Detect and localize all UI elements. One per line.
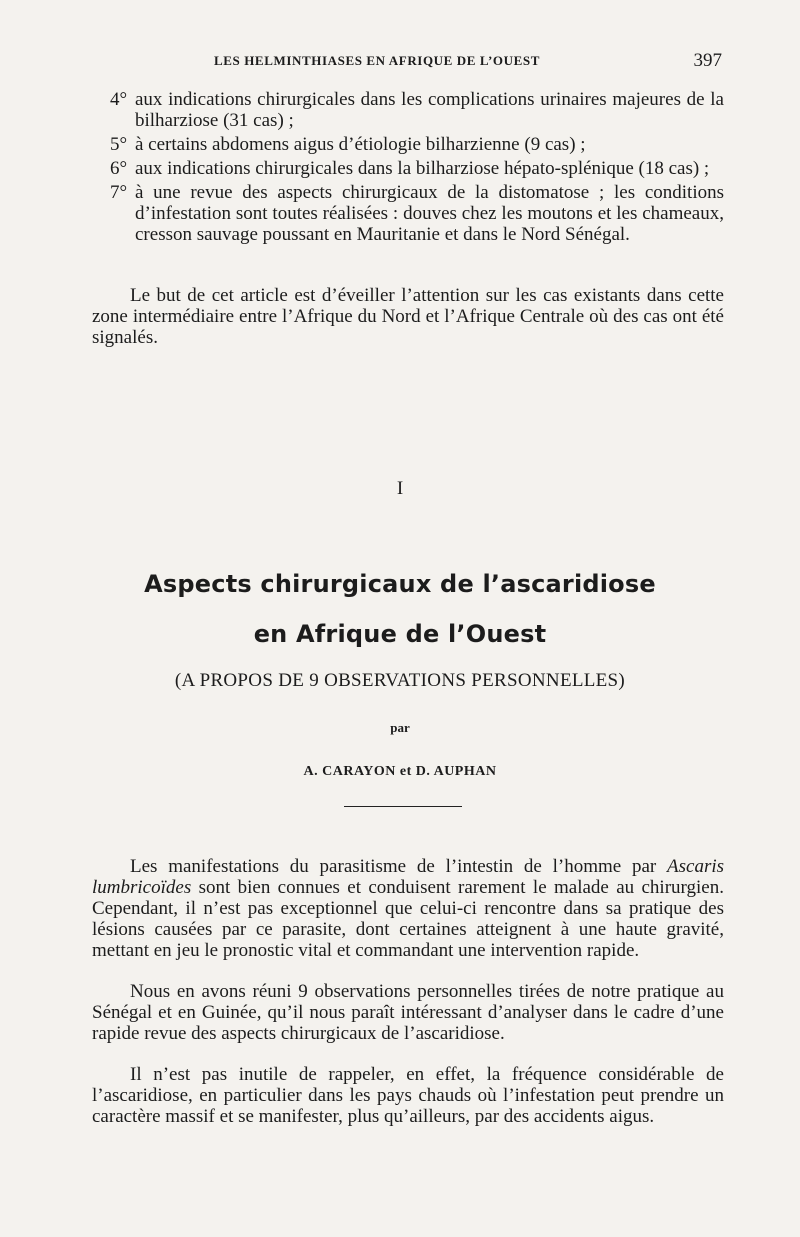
article-title-line2: en Afrique de l’Ouest (253, 620, 547, 648)
list-item-text: aux indications chirurgicales dans les complications urinaires majeures de la bilharziose (31 cas) ; (135, 89, 724, 131)
page-number: 397 (693, 50, 722, 71)
list-item (92, 134, 724, 155)
page-header (92, 50, 722, 74)
body-paragraph-3: Il n’est pas inutile de rappeler, en effet, la fréquence considérable de l’ascaridiose, en particulier dans les pays chauds où l’infestation peut prendre un caractère massif et se manifester, plus qu’ailleurs, par des accidents aigus. (92, 1064, 724, 1127)
list-item-number: 5° (110, 134, 128, 155)
list-item (92, 182, 724, 245)
list-item-text: à une revue des aspects chirurgicaux de la distomatose ; les conditions d’infestation sont toutes réalisées : douves chez les moutons et les chameaux, cresson sauvage poussant en Mauritanie et dans le Nord Sénégal. (135, 182, 724, 245)
list-item-number: 7° (110, 182, 128, 203)
body-paragraph-1-start: Les manifestations du parasitisme de l’intestin de l’homme par (130, 856, 657, 877)
list-item-text: aux indications chirurgicales dans la bilharziose hépato-splénique (18 cas) ; (135, 158, 710, 179)
list-item (92, 89, 724, 131)
body-paragraph-2: Nous en avons réuni 9 observations personnelles tirées de notre pratique au Sénégal et en Guinée, qu’il nous paraît intéressant d’analyser dans le cadre d’une rapide revue des aspects chirurgicaux de l’ascaridiose. (92, 981, 724, 1044)
body-paragraph-1 (92, 856, 724, 961)
numbered-list (92, 89, 724, 245)
body-paragraph-1-end: sont bien connues et conduisent rarement le malade au chirurgien. Cependant, il n’est pas exceptionnel que celui-ci rencontre dans sa pratique des lésions causées par ce parasite, dont certaines atteignent à une haute gravité, mettant en jeu le pronostic vital et commandant une intervention rapide. (92, 877, 724, 961)
list-item (92, 158, 724, 179)
intro-paragraph: Le but de cet article est d’éveiller l’attention sur les cas existants dans cette zone intermédiaire entre l’Afrique du Nord et l’Afrique Centrale où des cas ont été signalés. (92, 285, 724, 348)
running-title: LES HELMINTHIASES EN AFRIQUE DE L’OUEST (214, 53, 540, 68)
byline-par: par (390, 720, 410, 735)
separator-rule (344, 806, 462, 807)
list-item-number: 4° (110, 89, 128, 110)
authors: A. CARAYON et D. AUPHAN (303, 764, 497, 779)
list-item-number: 6° (110, 158, 128, 179)
list-item-text: à certains abdomens aigus d’étiologie bilharzienne (9 cas) ; (135, 134, 586, 155)
article-title-line1: Aspects chirurgicaux de l’ascaridiose (144, 570, 656, 598)
species-name: Ascaris lumbricoïdes (92, 856, 725, 898)
article-subtitle: (A PROPOS DE 9 OBSERVATIONS PERSONNELLES) (174, 670, 626, 691)
section-number: I (396, 478, 404, 499)
